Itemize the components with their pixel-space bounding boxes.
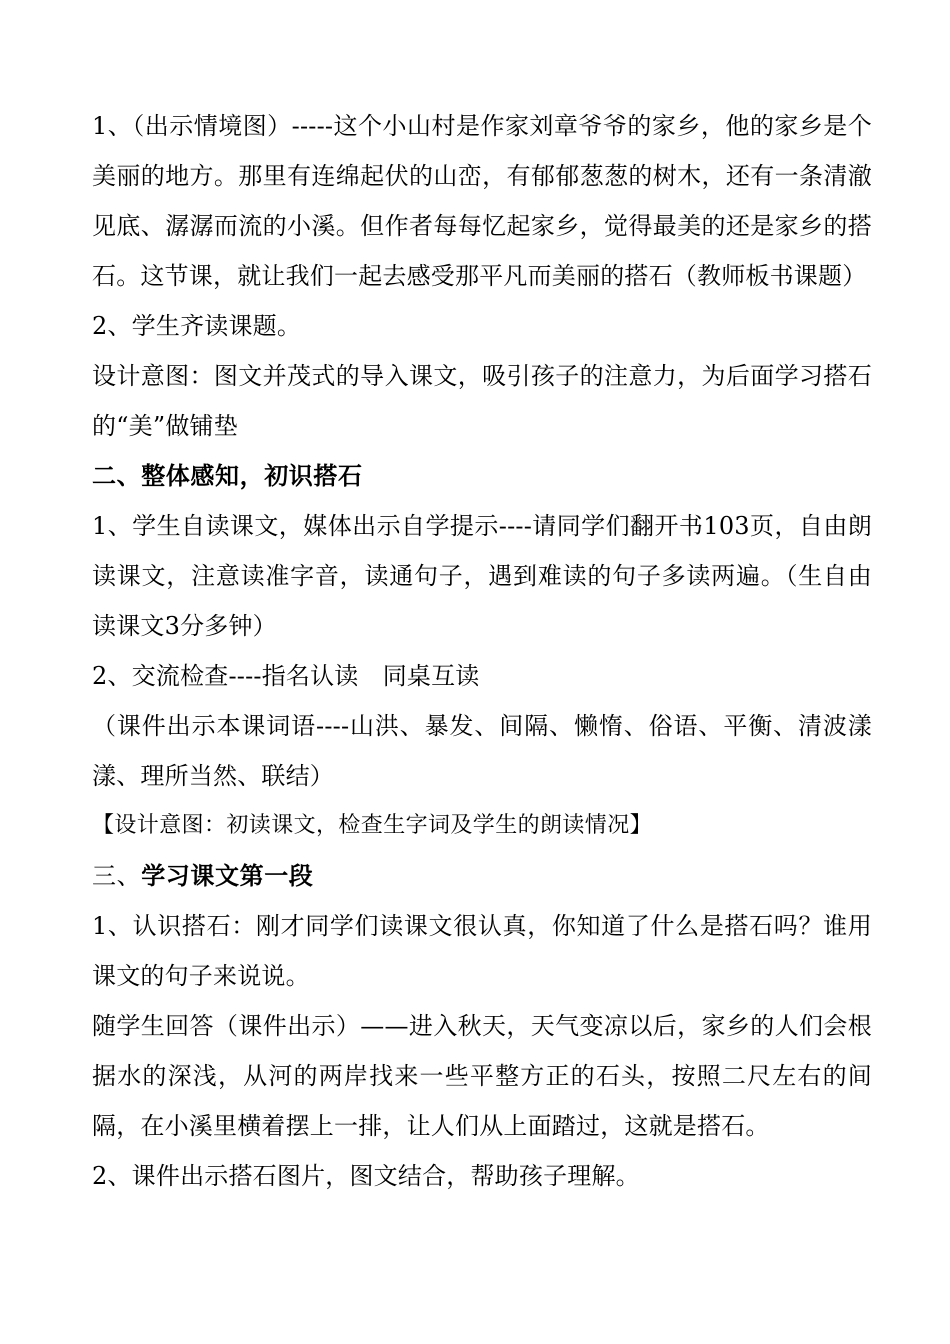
intro-design-intent-paragraph: 设计意图：图文并茂式的导入课文，吸引孩子的注意力，为后面学习搭石的“美”做铺垫 (92, 362, 872, 440)
section-3-answer-paragraph: 随学生回答（课件出示）——进入秋天，天气变凉以后，家乡的人们会根据水的深浅，从河的两岸找来一些平整方正的石头，按照二尺左右的间隔，在小溪里横着摆上一排，让人们从上面踏过，这就是搭石。 (92, 1012, 872, 1140)
intro-step-2-paragraph: 2、学生齐读课题。 (92, 312, 302, 340)
section-2-step-2-paragraph: 2、交流检查----指名认读 同桌互读 (92, 662, 480, 690)
section-3-heading (92, 851, 872, 901)
section-2-step-1-paragraph: 1、学生自读课文，媒体出示自学提示----请同学们翻开书103页，自由朗读课文，注意读准字音，读通句子，遇到难读的句子多读两遍。（生自由读课文3分多钟） (92, 512, 872, 640)
section-3-step-1-paragraph: 1、认识搭石：刚才同学们读课文很认真，你知道了什么是搭石吗？谁用课文的句子来说说。 (92, 912, 872, 990)
section-3-heading-number: 三、 (92, 862, 142, 890)
section-2-vocabulary-paragraph: （课件出示本课词语----山洪、暴发、间隔、懒惰、俗语、平衡、清波漾漾、理所当然、联结） (92, 712, 872, 790)
section-2-design-note: 【设计意图：初读课文，检查生字词及学生的朗读情况】 (92, 813, 653, 838)
section-3-step-2-paragraph: 2、课件出示搭石图片，图文结合，帮助孩子理解。 (92, 1162, 640, 1190)
document-body (92, 101, 872, 1201)
intro-step-1-paragraph: 1、（出示情境图）-----这个小山村是作家刘章爷爷的家乡，他的家乡是个美丽的地方。那里有连绵起伏的山峦，有郁郁葱葱的树木，还有一条清澈见底、潺潺而流的小溪。但作者每每忆起家乡，觉得最美的还是家乡的搭石。这节课，就让我们一起去感受那平凡而美丽的搭石（教师板书课题） (92, 112, 872, 290)
section-3-heading-text: 学习课文第一段 (141, 861, 314, 890)
section-2-heading: 二、整体感知，初识搭石 (92, 461, 363, 490)
